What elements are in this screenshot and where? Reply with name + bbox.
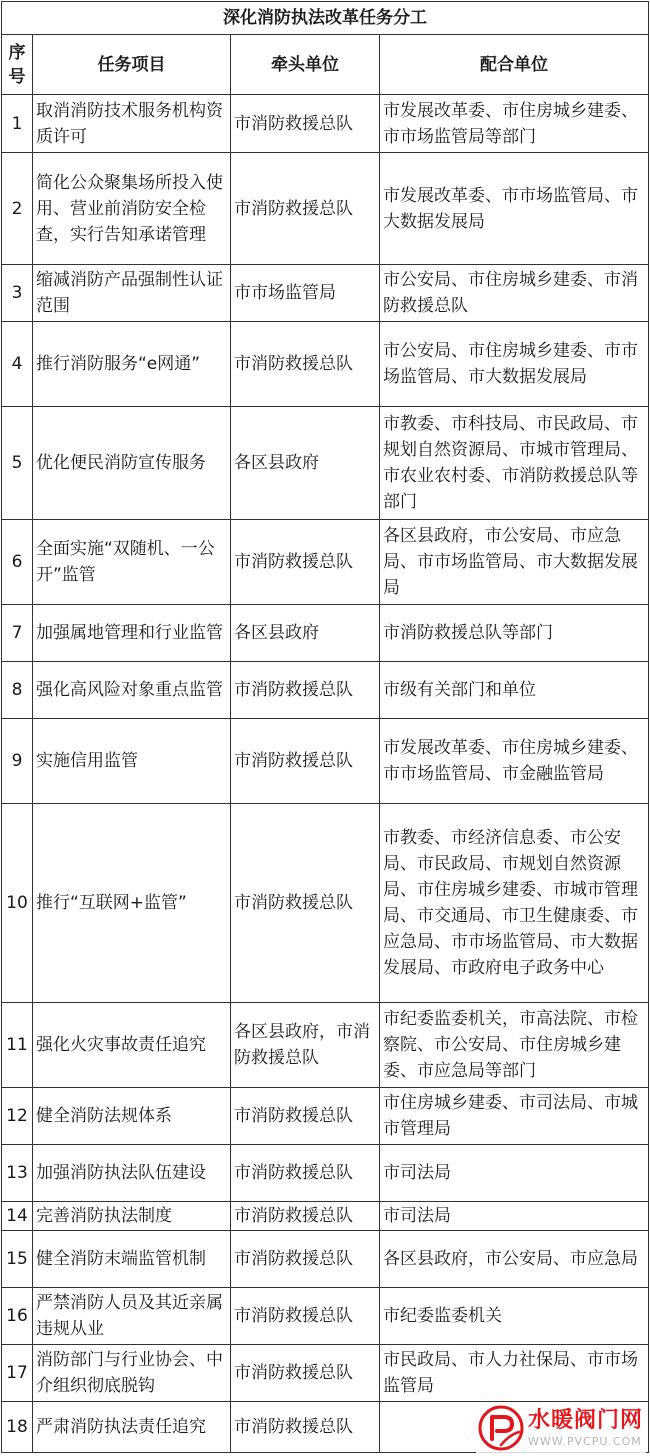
- row-no: 11: [2, 1003, 33, 1088]
- row-lead: 市消防救援总队: [231, 1088, 380, 1145]
- row-no: 12: [2, 1088, 33, 1145]
- table-row: [2, 1003, 649, 1088]
- task-division-table: [1, 1, 649, 1453]
- watermark-url: WWW.PVCPU.COM: [528, 1434, 642, 1448]
- row-partners: 市发展改革委、市市场监管局、市大数据发展局: [380, 153, 649, 265]
- row-task: 全面实施“双随机、一公开”监管: [33, 520, 231, 605]
- row-task: 优化便民消防宣传服务: [33, 407, 231, 520]
- table-title: 深化消防执法改革任务分工: [2, 2, 649, 35]
- table-row: [2, 605, 649, 662]
- row-task: 消防部门与行业协会、中介组织彻底脱钩: [33, 1345, 231, 1402]
- row-partners: 市教委、市经济信息委、市公安局、市民政局、市规划自然资源局、市住房城乡建委、市城市管理局、市交通局、市卫生健康委、市应急局、市市场监管局、市大数据发展局、市政府电子政务中心: [380, 804, 649, 1003]
- row-task: 严禁消防人员及其近亲属违规从业: [33, 1288, 231, 1345]
- row-task: 推行消防服务“e网通”: [33, 322, 231, 407]
- table-row: [2, 804, 649, 1003]
- row-no: 13: [2, 1145, 33, 1202]
- row-partners: 市纪委监委机关，市高法院、市检察院、市公安局、市住房城乡建委、市应急局等部门: [380, 1003, 649, 1088]
- row-lead: 市消防救援总队: [231, 719, 380, 804]
- row-lead: 市消防救援总队: [231, 1202, 380, 1231]
- row-task: 加强消防执法队伍建设: [33, 1145, 231, 1202]
- row-partners: 市发展改革委、市住房城乡建委、市市场监管局等部门: [380, 95, 649, 153]
- row-no: 14: [2, 1202, 33, 1231]
- row-lead: 市消防救援总队: [231, 322, 380, 407]
- row-no: 4: [2, 322, 33, 407]
- row-lead: 市消防救援总队: [231, 1345, 380, 1402]
- row-partners: 市发展改革委、市住房城乡建委、市市场监管局、市金融监管局: [380, 719, 649, 804]
- table-row: [2, 1202, 649, 1231]
- row-partners: 市住房城乡建委、市司法局、市城市管理局: [380, 1088, 649, 1145]
- table-row: [2, 1088, 649, 1145]
- row-partners: 市民政局、市人力社保局、市市场监管局: [380, 1345, 649, 1402]
- row-task: 推行“互联网+监管”: [33, 804, 231, 1003]
- row-no: 3: [2, 265, 33, 322]
- row-lead: 市消防救援总队: [231, 95, 380, 153]
- row-task: 强化高风险对象重点监管: [33, 662, 231, 719]
- row-partners: 市公安局、市住房城乡建委、市市场监管局、市大数据发展局: [380, 322, 649, 407]
- row-partners: 市司法局: [380, 1202, 649, 1231]
- row-no: 8: [2, 662, 33, 719]
- row-task: 强化火灾事故责任追究: [33, 1003, 231, 1088]
- row-partners: 市级有关部门和单位: [380, 662, 649, 719]
- row-partners: 市消防救援总队等部门: [380, 605, 649, 662]
- row-no: 17: [2, 1345, 33, 1402]
- row-lead: 市市场监管局: [231, 265, 380, 322]
- table-row: [2, 1145, 649, 1202]
- header-partners: 配合单位: [380, 35, 649, 95]
- row-task: 完善消防执法制度: [33, 1202, 231, 1231]
- row-lead: 市消防救援总队: [231, 804, 380, 1003]
- row-task: 健全消防法规体系: [33, 1088, 231, 1145]
- table-row: [2, 1288, 649, 1345]
- row-lead: 市消防救援总队: [231, 520, 380, 605]
- site-watermark: [476, 1402, 646, 1454]
- row-task: 严肃消防执法责任追究: [33, 1402, 231, 1453]
- row-lead: 各区县政府: [231, 407, 380, 520]
- header-lead: 牵头单位: [231, 35, 380, 95]
- table-row: [2, 322, 649, 407]
- row-no: 5: [2, 407, 33, 520]
- row-no: 16: [2, 1288, 33, 1345]
- row-lead: 市消防救援总队: [231, 153, 380, 265]
- row-no: 2: [2, 153, 33, 265]
- row-lead: 市消防救援总队: [231, 1145, 380, 1202]
- row-partners: 市公安局、市住房城乡建委、市消防救援总队: [380, 265, 649, 322]
- row-task: 缩减消防产品强制性认证范围: [33, 265, 231, 322]
- row-partners: 各区县政府，市公安局、市应急局、市市场监管局、市大数据发展局: [380, 520, 649, 605]
- header-row: [2, 35, 649, 95]
- row-task: 实施信用监管: [33, 719, 231, 804]
- row-no: 10: [2, 804, 33, 1003]
- row-lead: 各区县政府，市消防救援总队: [231, 1003, 380, 1088]
- row-partners: 市纪委监委机关: [380, 1288, 649, 1345]
- table-row: [2, 265, 649, 322]
- row-lead: 市消防救援总队: [231, 1231, 380, 1288]
- row-lead: 市消防救援总队: [231, 1288, 380, 1345]
- row-no: 1: [2, 95, 33, 153]
- table-row: [2, 520, 649, 605]
- row-no: 18: [2, 1402, 33, 1453]
- header-no: 序号: [2, 35, 33, 95]
- table-body: [2, 95, 649, 1453]
- row-no: 9: [2, 719, 33, 804]
- row-lead: 各区县政府: [231, 605, 380, 662]
- row-no: 7: [2, 605, 33, 662]
- watermark-title: 水暖阀门网: [528, 1407, 644, 1433]
- row-no: 15: [2, 1231, 33, 1288]
- header-task: 任务项目: [33, 35, 231, 95]
- row-no: 6: [2, 520, 33, 605]
- table-row: [2, 1345, 649, 1402]
- table-row: [2, 95, 649, 153]
- table-row: [2, 407, 649, 520]
- table-row: [2, 153, 649, 265]
- row-task: 健全消防末端监管机制: [33, 1231, 231, 1288]
- row-task: 简化公众聚集场所投入使用、营业前消防安全检查，实行告知承诺管理: [33, 153, 231, 265]
- row-partners: 各区县政府，市公安局、市应急局: [380, 1231, 649, 1288]
- table-row: [2, 1231, 649, 1288]
- pvcpu-logo-icon: [478, 1405, 524, 1451]
- row-lead: 市消防救援总队: [231, 662, 380, 719]
- row-task: 加强属地管理和行业监管: [33, 605, 231, 662]
- row-task: 取消消防技术服务机构资质许可: [33, 95, 231, 153]
- table-row: [2, 719, 649, 804]
- row-partners: 市司法局: [380, 1145, 649, 1202]
- table-row: [2, 662, 649, 719]
- title-row: [2, 2, 649, 35]
- row-lead: 市消防救援总队: [231, 1402, 380, 1453]
- row-partners: 市教委、市科技局、市民政局、市规划自然资源局、市城市管理局、市农业农村委、市消防救援总队等部门: [380, 407, 649, 520]
